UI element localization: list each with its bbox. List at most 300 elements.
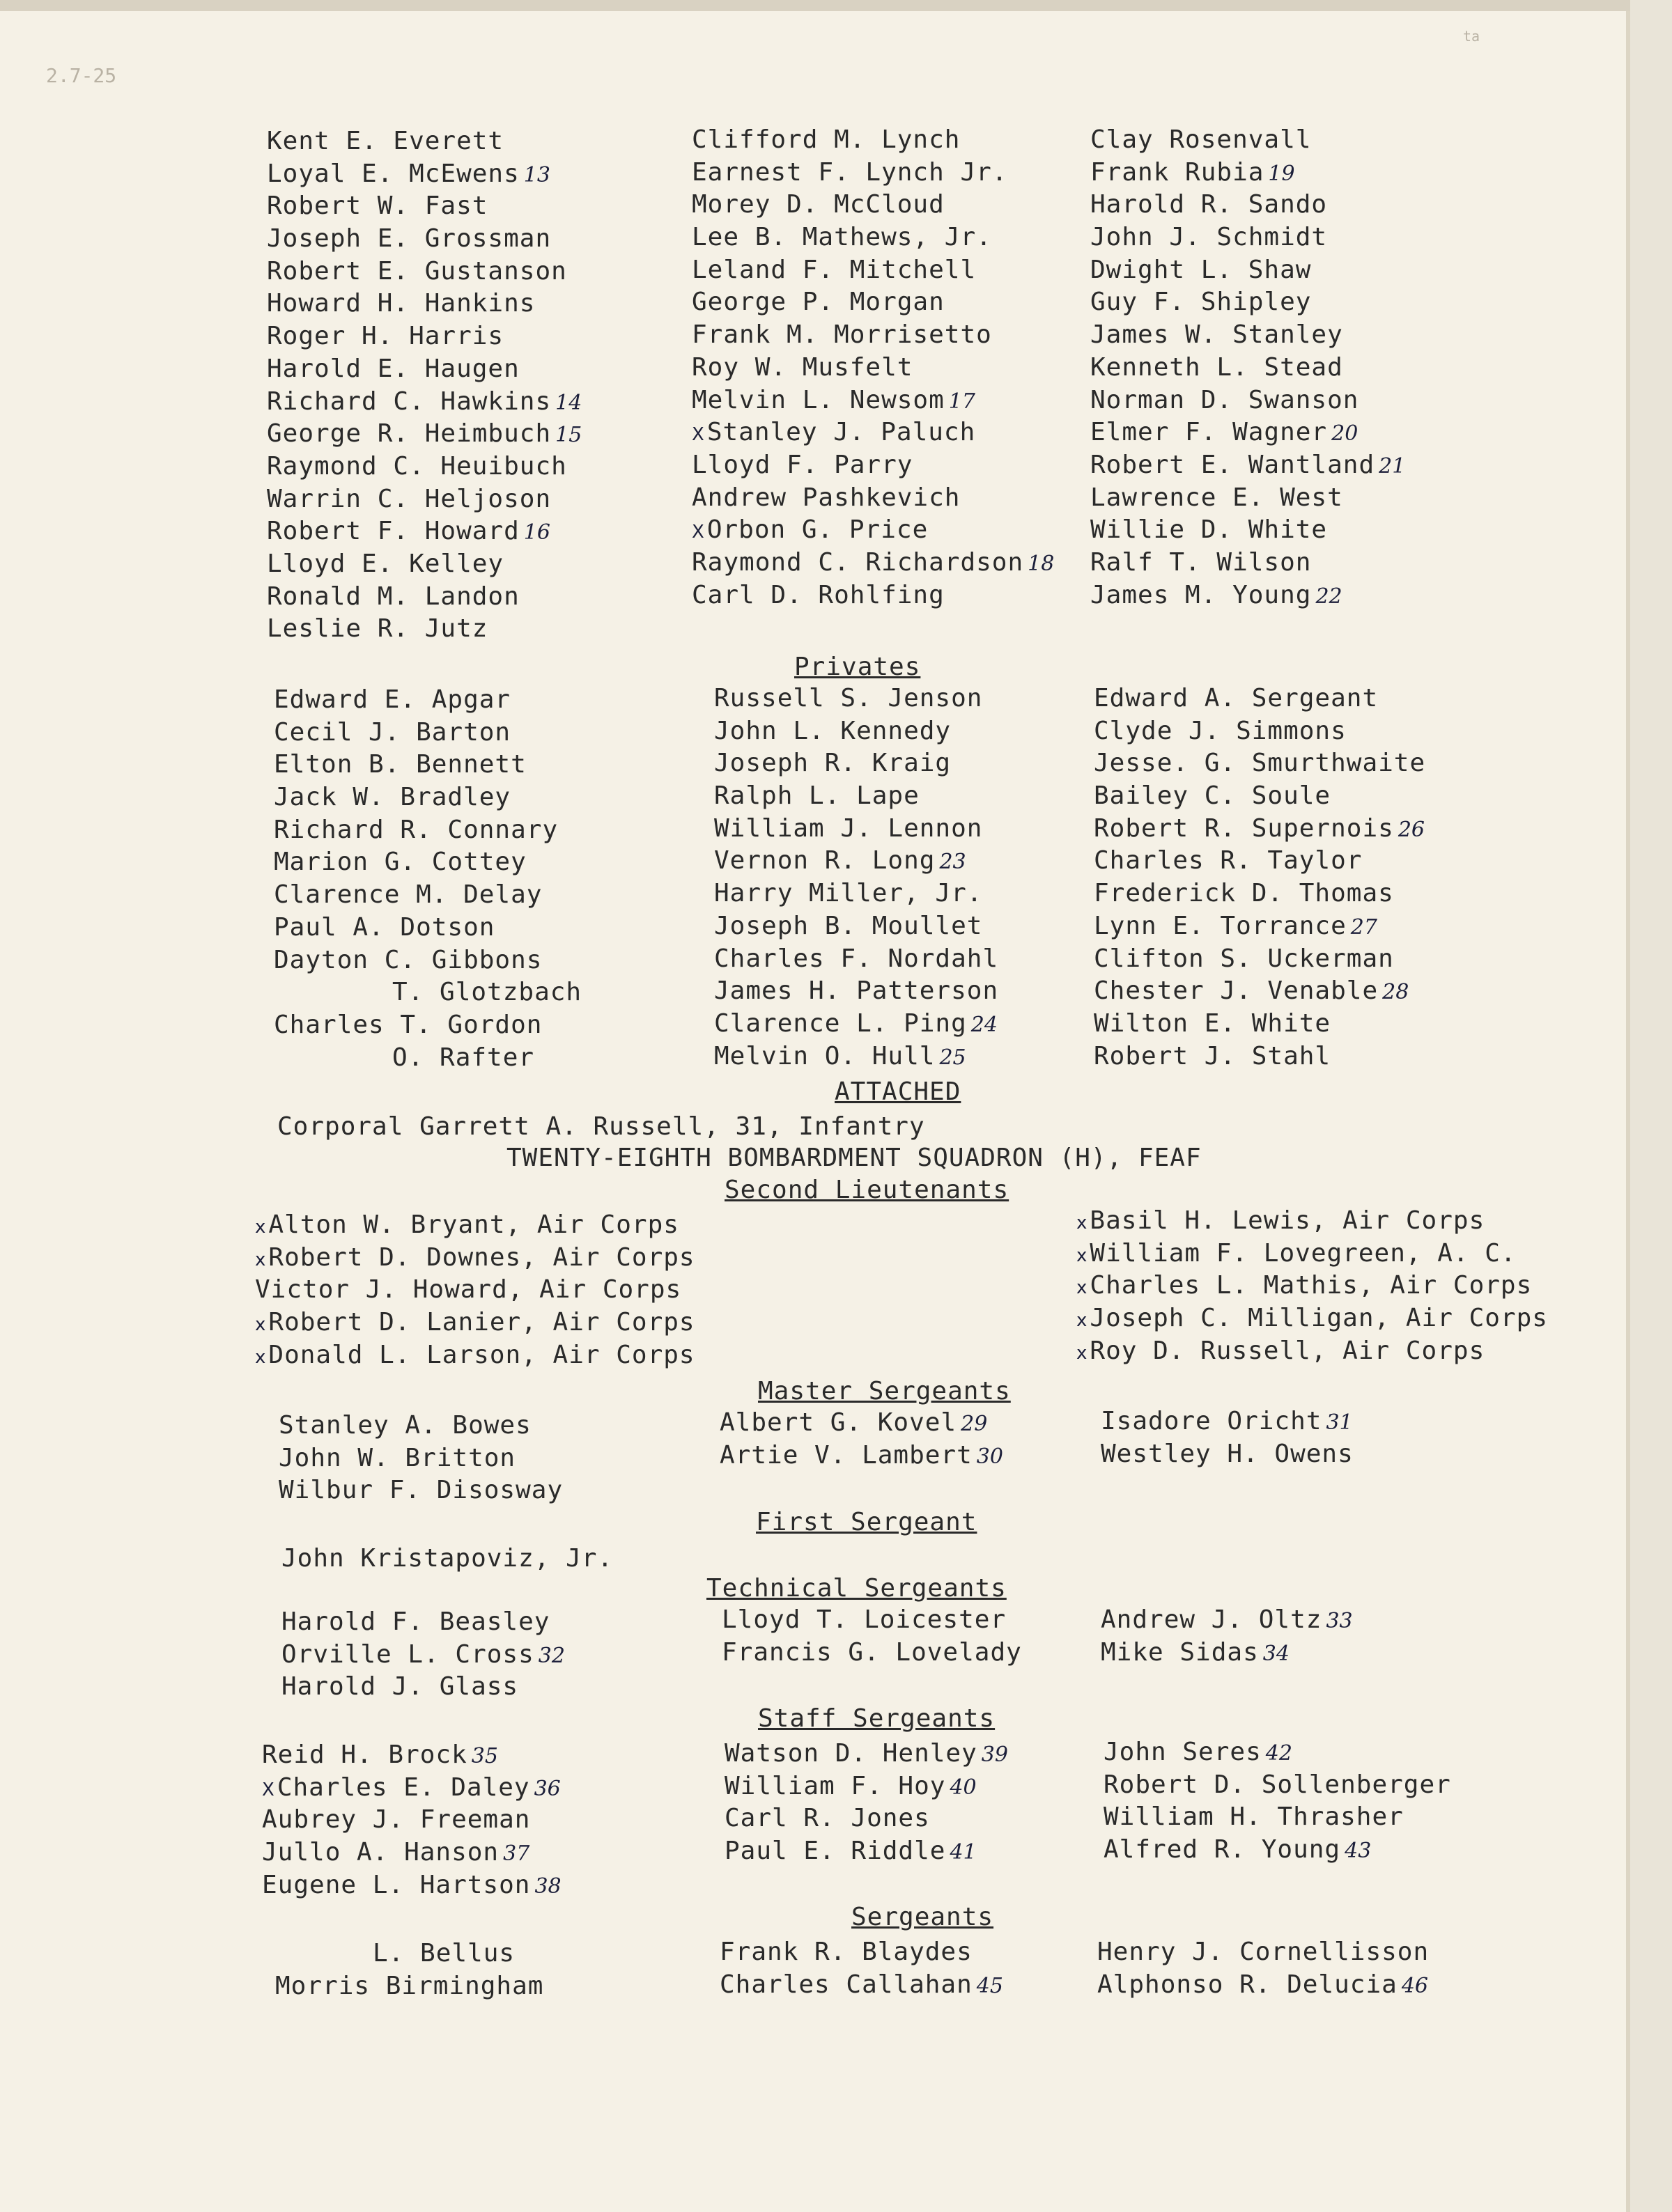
person-name: Clay Rosenvall xyxy=(1090,125,1312,154)
person-name: Edward E. Apgar xyxy=(274,685,511,714)
person-name: Cecil J. Barton xyxy=(274,717,511,747)
roster-entry xyxy=(1090,157,1405,189)
handwritten-number: 20 xyxy=(1331,421,1358,446)
roster-entry xyxy=(274,1009,582,1042)
roster-entry xyxy=(1090,352,1405,384)
person-name: Andrew J. Oltz xyxy=(1101,1605,1322,1634)
person-name: Jesse. G. Smurthwaite xyxy=(1094,749,1426,778)
person-name: Richard C. Hawkins xyxy=(267,387,552,416)
roster-entry xyxy=(1094,845,1425,878)
technical-sergeants-right xyxy=(1101,1604,1353,1669)
lieutenants-left xyxy=(255,1209,695,1371)
person-name: Russell S. Jenson xyxy=(714,684,983,712)
check-mark: X xyxy=(692,522,704,543)
master-sergeants-middle xyxy=(720,1407,1003,1472)
roster-entry xyxy=(1094,747,1425,780)
person-name: Robert E. Gustanson xyxy=(267,256,567,286)
person-name: George P. Morgan xyxy=(692,288,945,317)
person-name: Joseph B. Moullet xyxy=(714,911,983,940)
roster-entry xyxy=(1090,319,1405,352)
person-name: Morris Birmingham xyxy=(275,1971,544,2000)
roster-entry xyxy=(274,749,582,781)
roster-entry xyxy=(1101,1405,1354,1438)
roster-entry xyxy=(267,613,582,646)
roster-entry xyxy=(1090,384,1405,417)
roster-entry xyxy=(274,814,582,847)
roster-entry xyxy=(274,1042,582,1075)
roster-entry xyxy=(714,715,998,748)
handwritten-number: 23 xyxy=(939,850,966,875)
person-name: Aubrey J. Freeman xyxy=(262,1805,531,1835)
roster-entry xyxy=(714,910,998,943)
handwritten-number: 21 xyxy=(1379,453,1406,478)
handwritten-number: 43 xyxy=(1345,1839,1372,1864)
roster-entry xyxy=(1094,975,1425,1008)
roster-entry xyxy=(1094,910,1425,943)
check-mark: x xyxy=(1076,1310,1087,1332)
person-name: L. Bellus xyxy=(373,1939,516,1968)
person-name: Lloyd F. Parry xyxy=(692,450,913,479)
person-name: Charles R. Taylor xyxy=(1094,846,1363,875)
handwritten-number: 25 xyxy=(939,1045,966,1070)
roster-entry xyxy=(262,1739,562,1772)
handwritten-number: 38 xyxy=(534,1874,562,1899)
roster-entry xyxy=(714,1041,998,1073)
squadron-heading: TWENTY-EIGHTH BOMBARDMENT SQUADRON (H), FEAF xyxy=(506,1144,1202,1172)
handwritten-number: 17 xyxy=(948,389,975,414)
person-name: Clarence L. Ping xyxy=(714,1008,967,1038)
person-name: Victor J. Howard, Air Corps xyxy=(255,1275,682,1304)
roster-entry xyxy=(267,548,582,581)
roster-entry xyxy=(692,416,1054,449)
person-name: William F. Hoy xyxy=(725,1771,946,1800)
roster-entry xyxy=(714,975,998,1008)
roster-entry xyxy=(1090,449,1405,482)
person-name: Carl R. Jones xyxy=(725,1804,930,1833)
person-name: Guy F. Shipley xyxy=(1090,288,1312,317)
roster-entry xyxy=(274,846,582,879)
roster-entry xyxy=(692,579,1054,612)
person-name: Earnest F. Lynch Jr. xyxy=(692,157,1008,187)
staff-sergeants-heading: Staff Sergeants xyxy=(758,1704,996,1733)
handwritten-number: 36 xyxy=(534,1776,561,1801)
roster-entry xyxy=(1090,124,1405,157)
check-mark: X xyxy=(262,1779,274,1800)
person-name: Leslie R. Jutz xyxy=(267,614,488,644)
roster-entry xyxy=(281,1606,565,1639)
person-name: Clarence M. Delay xyxy=(274,880,543,910)
roster-entry xyxy=(267,483,582,516)
handwritten-number: 45 xyxy=(976,1973,1003,1998)
roster-entry xyxy=(1090,514,1405,547)
person-name: Harry Miller, Jr. xyxy=(714,879,983,908)
roster-entry xyxy=(714,943,998,976)
person-name: Leland F. Mitchell xyxy=(692,255,977,284)
person-name: Alton W. Bryant, Air Corps xyxy=(268,1210,679,1239)
person-name: Dayton C. Gibbons xyxy=(274,945,543,974)
roster-entry xyxy=(692,384,1054,417)
handwritten-number: 13 xyxy=(523,162,550,187)
check-mark: X xyxy=(692,424,704,446)
privates-column-2 xyxy=(714,683,998,1073)
person-name: Willie D. White xyxy=(1090,515,1328,545)
person-name: George R. Heimbuch xyxy=(267,419,552,449)
person-name: Albert G. Kovel xyxy=(720,1408,957,1437)
person-name: Wilbur F. Disosway xyxy=(279,1476,564,1505)
person-name: Lloyd T. Loicester xyxy=(722,1605,1007,1634)
roster-entry xyxy=(1094,683,1425,715)
person-name: Ralph L. Lape xyxy=(714,781,920,811)
roster-entry xyxy=(692,189,1054,221)
top-note: 2.7-25 xyxy=(46,64,117,87)
roster-entry xyxy=(279,1474,563,1507)
person-name: Roger H. Harris xyxy=(267,322,504,351)
person-name: Lee B. Mathews, Jr. xyxy=(692,223,992,252)
person-name: William F. Lovegreen, A. C. xyxy=(1090,1238,1517,1268)
roster-entry xyxy=(692,482,1054,515)
roster-entry xyxy=(267,256,582,288)
roster-entry xyxy=(274,879,582,912)
roster-entry xyxy=(692,157,1054,189)
person-name: Melvin L. Newsom xyxy=(692,385,945,414)
roster-entry xyxy=(714,683,998,715)
top-column-3 xyxy=(1090,124,1405,612)
roster-entry xyxy=(255,1339,695,1372)
check-mark: x xyxy=(1076,1342,1087,1364)
roster-entry xyxy=(725,1835,1008,1868)
person-name: Wilton E. White xyxy=(1094,1008,1331,1038)
roster-entry xyxy=(267,158,582,191)
person-name: Kenneth L. Stead xyxy=(1090,352,1343,382)
roster-entry xyxy=(1104,1834,1451,1867)
check-mark: x xyxy=(1076,1245,1087,1266)
staff-sergeants-right xyxy=(1104,1736,1451,1867)
person-name: Robert D. Sollenberger xyxy=(1104,1770,1451,1799)
top-column-1 xyxy=(267,125,582,646)
roster-entry xyxy=(714,1008,998,1041)
roster-entry xyxy=(1097,1969,1429,2002)
roster-entry xyxy=(1097,1936,1429,1969)
person-name: Robert E. Wantland xyxy=(1090,450,1375,479)
handwritten-number: 27 xyxy=(1350,914,1377,940)
person-name: Stanley J. Paluch xyxy=(706,418,976,447)
person-name: Ronald M. Landon xyxy=(267,582,520,611)
person-name: John Seres xyxy=(1104,1738,1262,1766)
handwritten-number: 40 xyxy=(950,1775,977,1800)
person-name: Francis G. Lovelady xyxy=(722,1637,1022,1667)
person-name: Harold F. Beasley xyxy=(281,1607,550,1636)
handwritten-number: 16 xyxy=(523,520,550,545)
lieutenants-right xyxy=(1076,1205,1548,1367)
person-name: Robert D. Lanier, Air Corps xyxy=(268,1308,695,1337)
roster-entry xyxy=(1090,416,1405,449)
person-name: Robert F. Howard xyxy=(267,517,520,546)
roster-entry xyxy=(714,813,998,846)
person-name: Lawrence E. West xyxy=(1090,483,1343,512)
person-name: James H. Patterson xyxy=(714,976,999,1006)
roster-entry xyxy=(720,1936,1003,1969)
person-name: Harold J. Glass xyxy=(281,1672,519,1701)
roster-entry xyxy=(262,1837,562,1869)
handwritten-number: 22 xyxy=(1315,584,1342,609)
roster-entry xyxy=(262,1804,562,1837)
roster-entry xyxy=(1094,813,1425,846)
roster-entry xyxy=(1076,1302,1548,1335)
person-name: Chester J. Venable xyxy=(1094,976,1379,1006)
person-name: Artie V. Lambert xyxy=(720,1440,973,1470)
roster-entry xyxy=(725,1770,1008,1803)
person-name: Robert R. Supernois xyxy=(1094,813,1394,843)
person-name: Paul A. Dotson xyxy=(274,912,495,942)
person-name: Elmer F. Wagner xyxy=(1090,418,1328,447)
roster-entry xyxy=(1090,286,1405,319)
roster-entry xyxy=(692,514,1054,547)
handwritten-number: 42 xyxy=(1265,1741,1292,1766)
roster-entry xyxy=(1101,1438,1354,1471)
roster-entry xyxy=(1094,878,1425,910)
handwritten-number: 31 xyxy=(1326,1410,1353,1435)
roster-entry xyxy=(267,386,582,419)
person-name: Howard H. Hankins xyxy=(267,289,536,318)
staff-sergeants-middle xyxy=(725,1738,1008,1868)
sergeants-left xyxy=(275,1938,543,2002)
roster-entry xyxy=(714,780,998,813)
roster-entry xyxy=(255,1242,695,1275)
person-name: Morey D. McCloud xyxy=(692,190,945,219)
roster-entry xyxy=(1076,1238,1548,1270)
person-name: Donald L. Larson, Air Corps xyxy=(268,1340,695,1369)
roster-entry xyxy=(1104,1801,1451,1834)
person-name: Bailey C. Soule xyxy=(1094,781,1331,811)
person-name: James M. Young xyxy=(1090,580,1312,609)
roster-entry xyxy=(720,1407,1003,1440)
person-name: Raymond C. Richardson xyxy=(692,547,1024,577)
roster-entry xyxy=(714,878,998,910)
roster-entry xyxy=(1076,1270,1548,1302)
person-name: Clifton S. Uckerman xyxy=(1094,944,1394,973)
handwritten-number: 15 xyxy=(555,423,582,448)
check-mark: x xyxy=(255,1217,266,1238)
roster-entry xyxy=(1090,482,1405,515)
person-name: Basil H. Lewis, Air Corps xyxy=(1090,1206,1485,1235)
handwritten-number: 35 xyxy=(471,1744,498,1768)
roster-entry xyxy=(275,1938,543,1970)
page-top-edge xyxy=(0,0,1630,11)
master-sergeants-heading: Master Sergeants xyxy=(758,1377,1011,1405)
sergeants-middle xyxy=(720,1936,1003,2001)
person-name: Eugene L. Hartson xyxy=(262,1870,531,1899)
person-name: T. Glotzbach xyxy=(392,978,582,1007)
person-name: Dwight L. Shaw xyxy=(1090,255,1312,284)
roster-entry xyxy=(725,1802,1008,1835)
roster-entry xyxy=(274,781,582,814)
person-name: William H. Thrasher xyxy=(1104,1802,1404,1832)
person-name: Frank M. Morrisetto xyxy=(692,320,992,350)
roster-entry xyxy=(722,1637,1022,1669)
roster-entry xyxy=(692,352,1054,384)
person-name: Henry J. Cornellisson xyxy=(1097,1938,1430,1966)
first-sergeant-entry: John Kristapoviz, Jr. xyxy=(281,1544,614,1573)
attached-heading: ATTACHED xyxy=(835,1077,961,1106)
roster-entry xyxy=(279,1442,563,1475)
technical-sergeants-left xyxy=(281,1606,565,1704)
person-name: O. Rafter xyxy=(392,1043,535,1072)
roster-entry xyxy=(267,320,582,353)
person-name: Robert D. Downes, Air Corps xyxy=(268,1243,695,1272)
roster-entry xyxy=(267,125,582,158)
person-name: Stanley A. Bowes xyxy=(279,1411,532,1440)
person-name: Carl D. Rohlfing xyxy=(692,580,945,609)
handwritten-number: 18 xyxy=(1028,551,1055,576)
roster-entry xyxy=(1094,715,1425,748)
handwritten-number: 46 xyxy=(1401,1973,1428,1998)
privates-column-3 xyxy=(1094,683,1425,1073)
person-name: Ralf T. Wilson xyxy=(1090,547,1312,577)
master-sergeants-right xyxy=(1101,1405,1354,1470)
roster-entry xyxy=(267,581,582,614)
roster-entry xyxy=(1101,1637,1353,1669)
person-name: Joseph R. Kraig xyxy=(714,749,952,778)
check-mark: x xyxy=(255,1249,266,1270)
handwritten-number: 28 xyxy=(1382,980,1409,1005)
roster-entry xyxy=(1090,579,1405,612)
roster-entry xyxy=(267,515,582,548)
roster-entry xyxy=(1104,1769,1451,1802)
person-name: Warrin C. Heljoson xyxy=(267,484,552,513)
person-name: Paul E. Riddle xyxy=(725,1837,946,1866)
roster-entry xyxy=(692,547,1054,579)
roster-entry xyxy=(1094,943,1425,976)
person-name: Clyde J. Simmons xyxy=(1094,716,1347,745)
roster-entry xyxy=(1090,189,1405,221)
roster-entry xyxy=(720,1969,1003,2002)
handwritten-number: 39 xyxy=(981,1743,1008,1767)
person-name: John W. Britton xyxy=(279,1443,516,1472)
roster-entry xyxy=(274,717,582,749)
person-name: Orbon G. Price xyxy=(706,515,929,545)
person-name: Marion G. Cottey xyxy=(274,848,527,877)
roster-entry xyxy=(255,1307,695,1339)
roster-entry xyxy=(267,223,582,256)
person-name: Lynn E. Torrance xyxy=(1094,911,1347,940)
person-name: Norman D. Swanson xyxy=(1090,385,1359,414)
person-name: Frank Rubia xyxy=(1090,157,1264,187)
roster-entry xyxy=(720,1440,1003,1472)
roster-entry xyxy=(692,254,1054,287)
roster-entry xyxy=(274,944,582,977)
sergeants-heading: Sergeants xyxy=(851,1903,994,1931)
handwritten-number: 14 xyxy=(555,390,582,415)
check-mark: x xyxy=(1076,1213,1087,1233)
sergeants-right xyxy=(1097,1936,1429,2001)
roster-entry xyxy=(275,1970,543,2003)
roster-entry xyxy=(1094,1008,1425,1041)
person-name: Frederick D. Thomas xyxy=(1094,879,1394,908)
roster-entry xyxy=(1094,780,1425,813)
person-name: Mike Sidas xyxy=(1101,1637,1259,1667)
roster-entry xyxy=(281,1671,565,1704)
person-name: William J. Lennon xyxy=(714,813,983,843)
person-name: Westley H. Owens xyxy=(1101,1439,1354,1468)
person-name: Lloyd E. Kelley xyxy=(267,549,504,578)
handwritten-number: 26 xyxy=(1398,817,1425,842)
handwritten-number: 19 xyxy=(1268,161,1295,186)
roster-entry xyxy=(274,912,582,944)
handwritten-number: 34 xyxy=(1262,1641,1290,1666)
person-name: Clifford M. Lynch xyxy=(692,125,961,154)
roster-entry xyxy=(725,1738,1008,1770)
roster-entry xyxy=(267,288,582,320)
roster-entry xyxy=(274,684,582,717)
roster-entry xyxy=(714,747,998,780)
roster-entry xyxy=(692,449,1054,482)
roster-entry xyxy=(1090,221,1405,254)
handwritten-number: 41 xyxy=(950,1840,977,1865)
handwritten-number: 29 xyxy=(961,1412,988,1436)
roster-entry xyxy=(1076,1205,1548,1238)
handwritten-number: 37 xyxy=(503,1841,530,1867)
person-name: John L. Kennedy xyxy=(714,716,952,745)
roster-entry xyxy=(1090,254,1405,287)
handwritten-number: 24 xyxy=(970,1012,998,1037)
person-name: Reid H. Brock xyxy=(262,1740,467,1769)
technical-sergeants-heading: Technical Sergeants xyxy=(706,1574,1007,1603)
roster-entry xyxy=(1094,1041,1425,1073)
roster-entry xyxy=(267,418,582,451)
person-name: John J. Schmidt xyxy=(1090,223,1328,252)
top-right-mark: ta xyxy=(1463,28,1480,45)
person-name: Charles F. Nordahl xyxy=(714,944,999,973)
master-sergeants-left xyxy=(279,1410,563,1507)
person-name: Joseph E. Grossman xyxy=(267,224,552,254)
roster-entry xyxy=(1076,1335,1548,1368)
person-name: Roy W. Musfelt xyxy=(692,352,913,382)
roster-entry xyxy=(692,286,1054,319)
roster-entry xyxy=(267,190,582,223)
roster-entry xyxy=(281,1639,565,1672)
person-name: Jullo A. Hanson xyxy=(262,1838,500,1867)
handwritten-number: 32 xyxy=(538,1643,565,1668)
check-mark: x xyxy=(255,1314,266,1336)
roster-entry xyxy=(267,353,582,386)
person-name: James W. Stanley xyxy=(1090,320,1343,350)
person-name: Charles E. Daley xyxy=(277,1773,530,1802)
handwritten-number: 33 xyxy=(1326,1609,1353,1633)
roster-entry xyxy=(274,976,582,1009)
person-name: Alphonso R. Delucia xyxy=(1097,1970,1398,1999)
person-name: Andrew Pashkevich xyxy=(692,483,961,512)
roster-entry xyxy=(722,1604,1022,1637)
person-name: Robert W. Fast xyxy=(267,192,488,221)
handwritten-number: 30 xyxy=(976,1444,1003,1469)
roster-entry xyxy=(267,451,582,483)
attached-entry: Corporal Garrett A. Russell, 31, Infantry xyxy=(277,1112,925,1141)
person-name: Alfred R. Young xyxy=(1104,1835,1341,1864)
person-name: Edward A. Sergeant xyxy=(1094,684,1379,712)
person-name: Orville L. Cross xyxy=(281,1639,534,1669)
roster-entry xyxy=(262,1772,562,1805)
person-name: Robert J. Stahl xyxy=(1094,1041,1331,1070)
person-name: Richard R. Connary xyxy=(274,815,559,844)
person-name: Frank R. Blaydes xyxy=(720,1938,973,1966)
staff-sergeants-left xyxy=(262,1739,562,1901)
person-name: Raymond C. Heuibuch xyxy=(267,451,567,481)
check-mark: x xyxy=(255,1346,266,1368)
roster-entry xyxy=(279,1410,563,1442)
person-name: Loyal E. McEwens xyxy=(267,159,520,188)
person-name: Vernon R. Long xyxy=(714,846,936,875)
person-name: Charles Callahan xyxy=(720,1970,973,1999)
